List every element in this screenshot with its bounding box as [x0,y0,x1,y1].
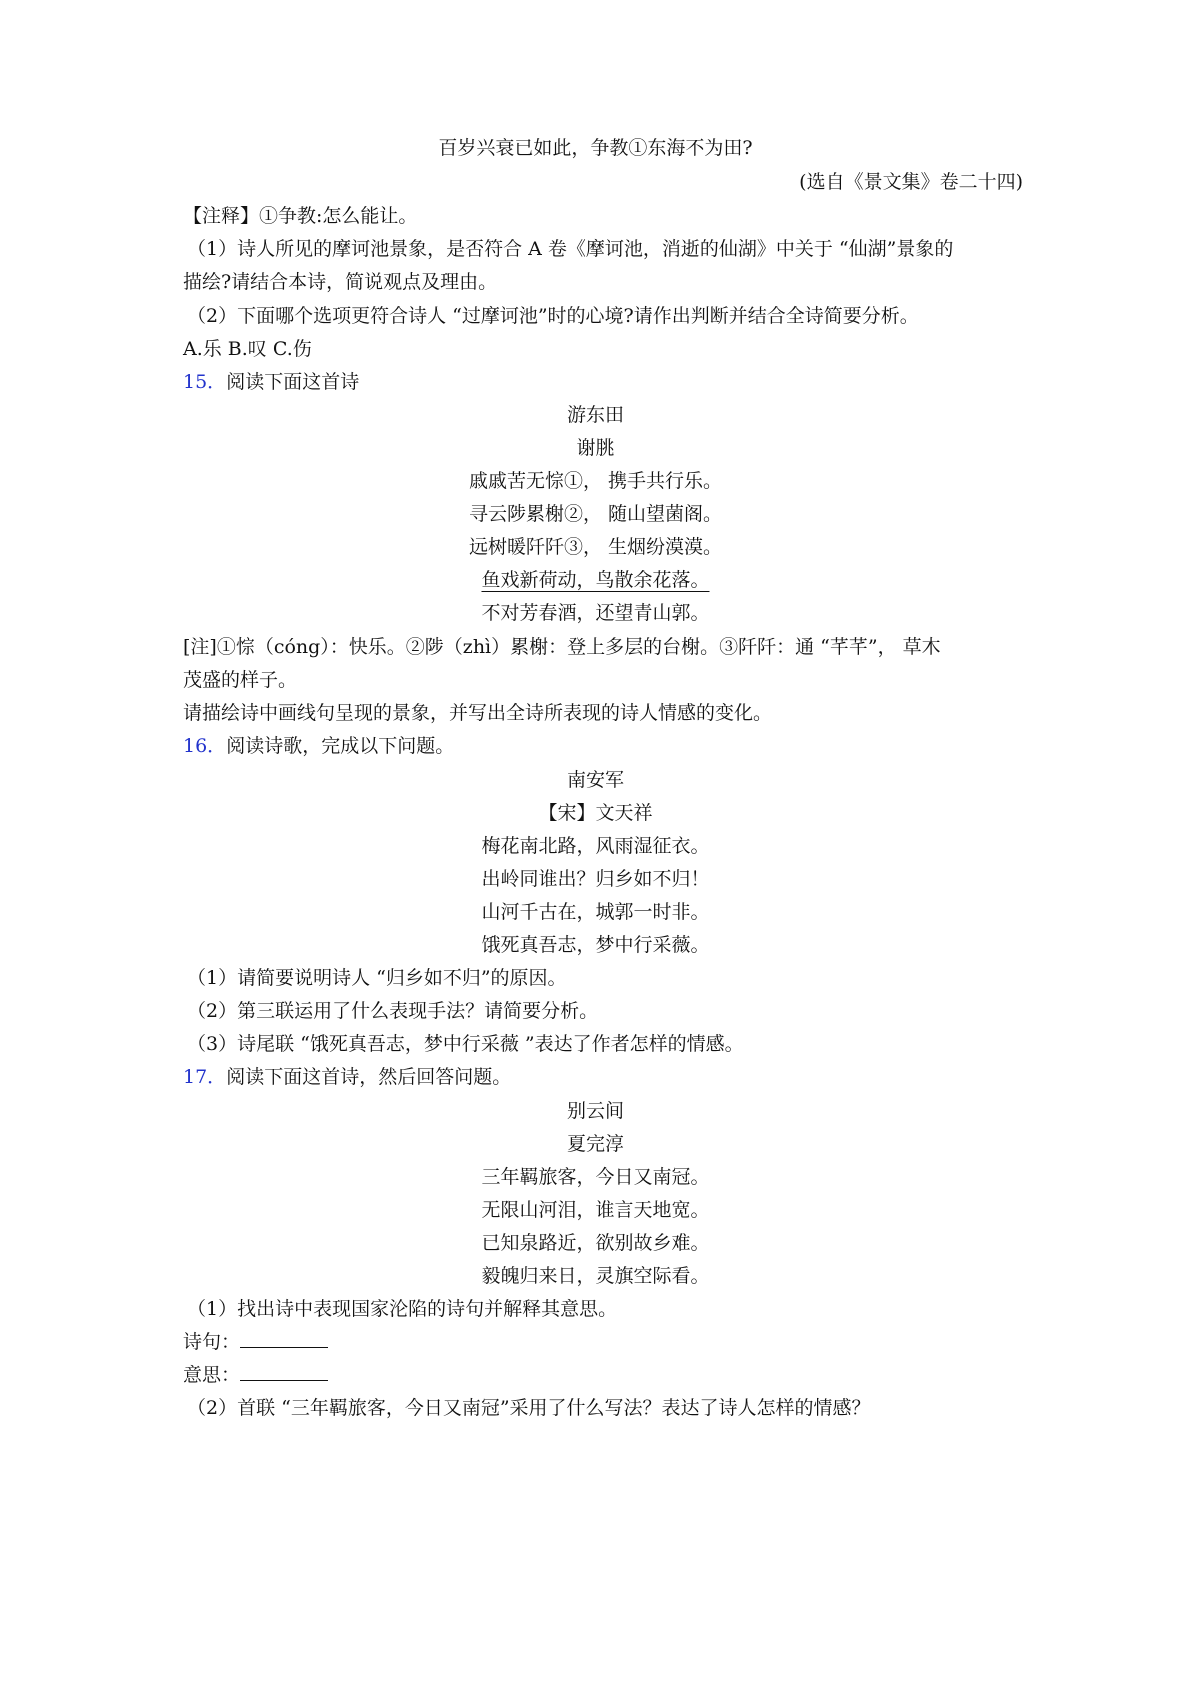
question-heading [183,733,454,759]
question-text: （2）下面哪个选项更符合诗人 “过摩诃池”时的心境?请作出判断并结合全诗简要分析。 [187,305,919,327]
question-heading [183,369,359,395]
answer-blank[interactable] [240,1329,328,1348]
note-text: 【注释】①争教:怎么能让。 [183,205,418,227]
poem-line: 已知泉路近，欲别故乡难。 [481,1232,710,1254]
poem-line: 不对芳春酒，还望青山郭。 [481,602,710,624]
answer-blank[interactable] [240,1362,328,1381]
poem-line: 戚戚苦无悰①， 携手共行乐。 [468,470,723,492]
note-text: [注]①悰（cóng）：快乐。②陟（zhì）累榭：登上多层的台榭。③阡阡：通 “芊芊”， 草木 [183,636,941,658]
poem-line: 饿死真吾志，梦中行采薇。 [481,934,710,956]
question-text: 描绘?请结合本诗，简说观点及理由。 [183,271,498,293]
underlined-text: 鱼戏新荷动，鸟散余花落。 [481,569,710,591]
question-number: 16． [183,735,227,757]
question-text: （2）第三联运用了什么表现手法？请简要分析。 [187,1000,599,1022]
poem-title: 别云间 [566,1100,624,1122]
poem-author: 【宋】文天祥 [538,802,653,824]
question-text: （2）首联 “三年羁旅客，今日又南冠”采用了什么写法？表达了诗人怎样的情感？ [187,1397,871,1419]
answer-label: 意思： [183,1364,241,1386]
poem-line: 远树暖阡阡③， 生烟纷漠漠。 [468,536,723,558]
poem-title: 游东田 [566,404,624,426]
poem-line: 毅魄归来日，灵旗空际看。 [481,1265,710,1287]
poem-line: 出岭同谁出？归乡如不归！ [481,868,710,890]
poem-line-underlined [0,567,1191,593]
question-prompt: 阅读诗歌，完成以下问题。 [226,735,455,757]
poem-title: 南安军 [566,769,624,791]
poem-line: 百岁兴衰已如此，争教①东海不为田? [438,137,753,159]
question-text: 请描绘诗中画线句呈现的景象，并写出全诗所表现的诗人情感的变化。 [183,702,773,724]
question-heading [183,1064,511,1090]
question-prompt: 阅读下面这首诗 [226,371,360,393]
poem-line: 山河千古在，城郭一时非。 [481,901,710,923]
answer-line [183,1362,328,1388]
note-text: 茂盛的样子。 [183,669,298,691]
poem-author: 夏完淳 [566,1133,624,1155]
poem-line: 三年羁旅客，今日又南冠。 [481,1166,710,1188]
question-number: 17． [183,1066,227,1088]
answer-label: 诗句： [183,1331,241,1353]
answer-line [183,1329,328,1355]
question-text: （1）诗人所见的摩诃池景象，是否符合 A 卷《摩诃池，消逝的仙湖》中关于 “仙湖”景象的 [187,238,954,260]
poem-author: 谢朓 [576,437,615,459]
question-text: （3）诗尾联 “饿死真吾志，梦中行采薇 ”表达了作者怎样的情感。 [187,1033,744,1055]
question-text: （1）找出诗中表现国家沦陷的诗句并解释其意思。 [187,1298,618,1320]
question-prompt: 阅读下面这首诗，然后回答问题。 [226,1066,512,1088]
poem-line: 无限山河泪，谁言天地宽。 [481,1199,710,1221]
poem-line: 寻云陟累榭②， 随山望菌阁。 [468,503,723,525]
poem-line: 梅花南北路，风雨湿征衣。 [481,835,710,857]
question-text: （1）请简要说明诗人 “归乡如不归”的原因。 [187,967,567,989]
answer-options: A.乐 B.叹 C.伤 [183,338,312,360]
poem-source: (选自《景文集》卷二十四) [799,171,1023,193]
question-number: 15． [183,371,227,393]
